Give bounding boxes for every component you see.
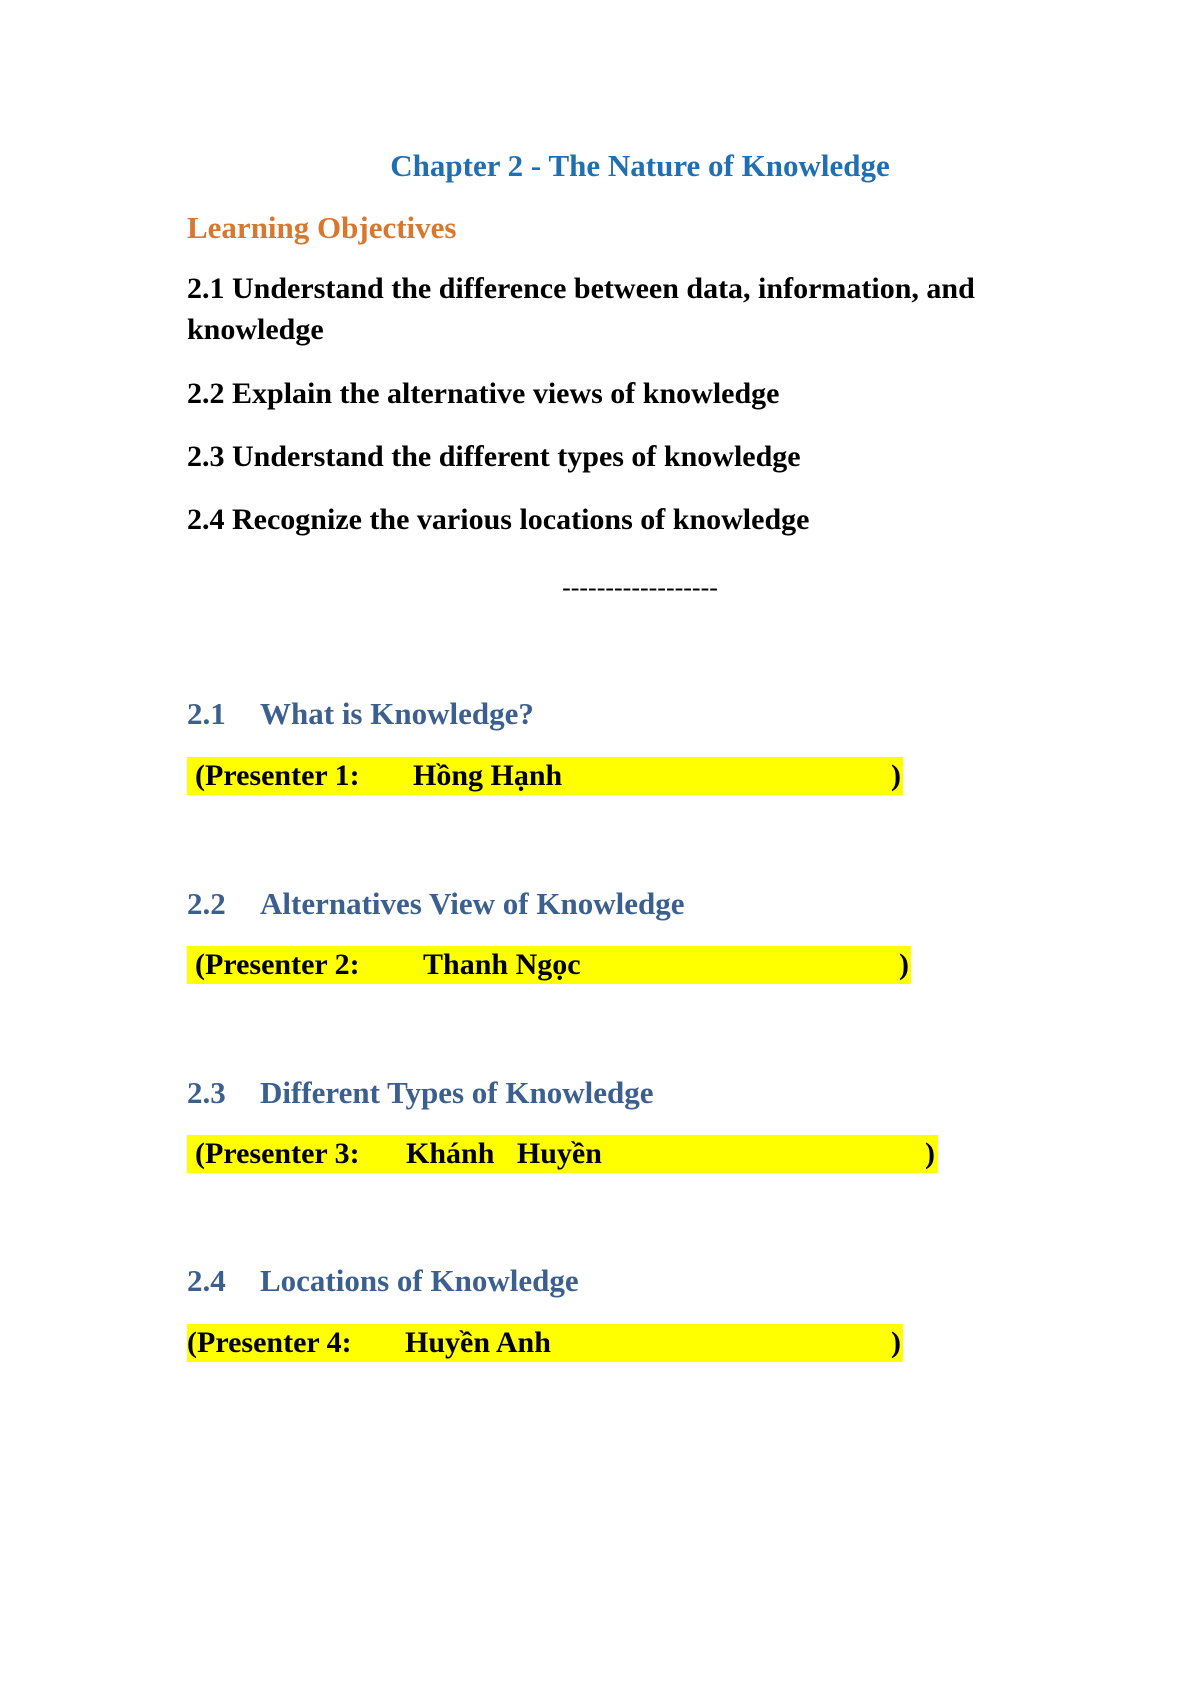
section-heading-2-2 — [187, 884, 684, 924]
section-heading-2-1 — [187, 694, 534, 734]
presenter-close-paren: ) — [891, 1326, 901, 1359]
presenter-close-paren: ) — [899, 948, 909, 981]
presenter-name: Thanh Ngọc — [423, 948, 581, 981]
presenter-label: (Presenter 1: — [195, 759, 360, 792]
section-number: 2.1 — [187, 696, 226, 731]
section-number: 2.3 — [187, 1075, 226, 1110]
presenter-name: Khánh Huyền — [406, 1137, 602, 1170]
section-title: Locations of Knowledge — [260, 1263, 579, 1298]
section-divider: ------------------ — [562, 573, 718, 602]
section-title: What is Knowledge? — [260, 696, 534, 731]
presenter-close-paren: ) — [891, 759, 901, 792]
section-number: 2.4 — [187, 1263, 226, 1298]
presenter-1-highlight — [187, 757, 903, 795]
section-title: Different Types of Knowledge — [260, 1075, 654, 1110]
presenter-close-paren: ) — [925, 1137, 935, 1170]
learning-objectives-heading: Learning Objectives — [187, 210, 457, 245]
section-title: Alternatives View of Knowledge — [260, 886, 685, 921]
presenter-name: Huyền Anh — [405, 1326, 551, 1359]
objective-2-2: 2.2 Explain the alternative views of knowledge — [187, 377, 780, 410]
section-number: 2.2 — [187, 886, 226, 921]
objective-2-1-line-1: 2.1 Understand the difference between data, information, and — [187, 272, 975, 305]
objective-2-1-line-2: knowledge — [187, 313, 324, 346]
presenter-3-highlight — [187, 1135, 938, 1173]
presenter-label: (Presenter 2: — [195, 948, 360, 981]
presenter-label: (Presenter 4: — [187, 1326, 352, 1359]
chapter-title: Chapter 2 - The Nature of Knowledge — [390, 148, 890, 183]
presenter-2-highlight — [187, 946, 911, 984]
objective-2-4: 2.4 Recognize the various locations of knowledge — [187, 503, 810, 536]
presenter-name: Hồng Hạnh — [413, 759, 563, 792]
presenter-4-highlight — [187, 1324, 903, 1362]
objective-2-3: 2.3 Understand the different types of knowledge — [187, 440, 801, 473]
section-heading-2-3 — [187, 1073, 654, 1113]
section-heading-2-4 — [187, 1261, 579, 1301]
presenter-label: (Presenter 3: — [195, 1137, 360, 1170]
